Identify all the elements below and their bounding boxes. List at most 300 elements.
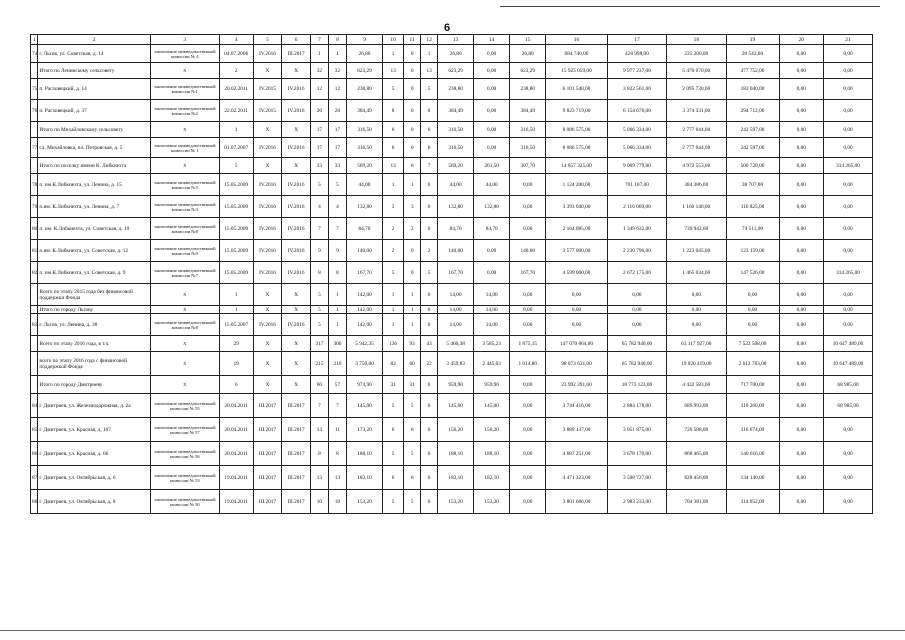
cell-area-total: 142,00	[346, 284, 382, 306]
cell-cost-region: 4 432 583,00	[667, 376, 726, 394]
cell-row-number	[31, 376, 38, 394]
cell-decision-date: 6	[219, 376, 253, 394]
cell-cost-local: 294 712,00	[726, 100, 779, 122]
cell-area-municipal: 0,00	[510, 284, 546, 306]
cell-cost-fund: 3 508 727,00	[607, 466, 666, 490]
cell-address: Итого по городу Льгову	[38, 306, 150, 314]
cell-cost-extra: 0,00	[824, 79, 873, 100]
cell-cost-total: 14 857 325,00	[546, 158, 608, 174]
column-number-7: 7	[310, 35, 328, 45]
cell-premises-municipal: 7	[421, 158, 438, 174]
cell-end-period: IV.2016	[282, 218, 311, 240]
cell-start-period: III.2017	[253, 466, 282, 490]
cell-end-period: IV.2016	[282, 174, 311, 196]
cell-area-private: 959,90	[474, 376, 510, 394]
cell-end-period: IV.2016	[282, 240, 311, 262]
cell-area-private: 14,00	[474, 284, 510, 306]
cell-area-municipal: 0,00	[510, 306, 546, 314]
cell-decision-date: 19.04.2011	[219, 466, 253, 490]
cell-premises-total: 5	[383, 79, 404, 100]
cell-cost-region: 828 456,00	[667, 466, 726, 490]
cell-end-period: X	[282, 122, 311, 138]
cell-cost-total: 8 086 575,00	[546, 122, 608, 138]
cell-basis: заключение межведомственной комиссии №5	[150, 174, 219, 196]
cell-premises-municipal: 0	[421, 418, 438, 442]
cell-decision-date: 19	[219, 352, 253, 376]
cell-area-municipal: 316,50	[510, 122, 546, 138]
cell-decision-date: 04.07.2006	[219, 45, 253, 63]
cell-area-resettled: 145,00	[438, 394, 474, 418]
cell-row-number	[31, 352, 38, 376]
cell-cost-total: 6 101 540,00	[546, 79, 608, 100]
cell-cost-local: 2 612 783,00	[726, 352, 779, 376]
table-row	[31, 158, 873, 174]
cell-cost-fund: 0,00	[607, 314, 666, 336]
cell-cost-total: 4 599 000,00	[546, 262, 608, 284]
cell-decision-date: 15.05.2009	[219, 262, 253, 284]
cell-address: сл. Михайловка, пл. Петровская, д. 5	[38, 138, 150, 158]
cell-cost-fund: 428 998,00	[607, 45, 666, 63]
cell-cost-other: 0,00	[779, 490, 824, 514]
cell-end-period: IV.2016	[282, 79, 311, 100]
cell-start-period: X	[253, 63, 282, 79]
cell-premises-total: 136	[383, 336, 404, 352]
cell-residents-total: 13	[310, 466, 328, 490]
cell-cost-local: 20 542,00	[726, 45, 779, 63]
cell-cost-fund: 9 069 779,00	[607, 158, 666, 174]
cell-basis: заключение межведомственной комиссии №1	[150, 79, 219, 100]
cell-basis: заключение межведомственной комиссии №2	[150, 100, 219, 122]
cell-area-resettled: 182,10	[438, 466, 474, 490]
cell-premises-private: 5	[404, 442, 421, 466]
cell-cost-local: 477 752,00	[726, 63, 779, 79]
cell-premises-total: 2	[383, 218, 404, 240]
cell-area-municipal: 0,00	[510, 466, 546, 490]
cell-address: г. Дмитриев, ул. Красная, д. 66	[38, 442, 150, 466]
cell-basis: заключение межведомственной комиссии №3	[150, 196, 219, 218]
cell-start-period: X	[253, 336, 282, 352]
cell-end-period: III.2017	[282, 394, 311, 418]
column-number-14: 14	[474, 35, 510, 45]
cell-cost-fund: 701 107,00	[607, 174, 666, 196]
cell-premises-private: 0	[404, 79, 421, 100]
cell-area-municipal: 1 875,15	[510, 336, 546, 352]
cell-cost-fund: 65 782 940,00	[607, 336, 666, 352]
cell-row-number: 79	[31, 196, 38, 218]
cell-cost-extra: 68 985,00	[824, 394, 873, 418]
cell-cost-local: 134 140,00	[726, 466, 779, 490]
cell-address: п. им. К.Либкнехта, ул. Советская, д. 10	[38, 218, 150, 240]
cell-cost-other: 0,00	[779, 284, 824, 306]
cell-start-period: III.2017	[253, 442, 282, 466]
table-row	[31, 490, 873, 514]
cell-address: Всего по этапу 2016 года, в т.ч.	[38, 336, 150, 352]
cell-address: г. Льгов, ул. Советская, д. 14	[38, 45, 150, 63]
cell-address: п.им. К.Либкнехта, ул. Ленина, д. 7	[38, 196, 150, 218]
cell-cost-other: 0,00	[779, 306, 824, 314]
cell-premises-municipal: 2	[421, 240, 438, 262]
cell-premises-municipal: 6	[421, 138, 438, 158]
cell-cost-fund: 3 051 875,00	[607, 418, 666, 442]
cell-cost-total: 9 823 719,00	[546, 100, 608, 122]
cell-cost-total: 0,00	[546, 306, 608, 314]
cell-residents-total: 317	[310, 336, 328, 352]
cell-residents-resettled: 10	[328, 490, 346, 514]
cell-address: п. Расховецкий, д. 37	[38, 100, 150, 122]
cell-residents-resettled: 17	[328, 122, 346, 138]
cell-premises-municipal: 0	[421, 466, 438, 490]
cell-premises-total: 8	[383, 100, 404, 122]
cell-cost-region: 868 465,00	[667, 442, 726, 466]
cell-cost-other: 0,00	[779, 100, 824, 122]
table-row	[31, 196, 873, 218]
cell-cost-other: 0,00	[779, 158, 824, 174]
cell-area-private: 0,00	[474, 240, 510, 262]
cell-area-municipal: 0,00	[510, 196, 546, 218]
cell-cost-other: 0,00	[779, 376, 824, 394]
cell-basis: заключение межведомственной комиссии № 56	[150, 442, 219, 466]
cell-cost-other: 0,00	[779, 352, 824, 376]
cell-area-total: 142,00	[346, 314, 382, 336]
cell-cost-total: 684 740,00	[546, 45, 608, 63]
cell-basis: X	[150, 122, 219, 138]
cell-premises-municipal: 0	[421, 306, 438, 314]
cell-premises-total: 3	[383, 196, 404, 218]
table-row	[31, 79, 873, 100]
cell-area-resettled: 238,80	[438, 79, 474, 100]
cell-start-period: X	[253, 158, 282, 174]
cell-address: г. Дмитриев, ул. Красная, д. 107	[38, 418, 150, 442]
cell-premises-private: 60	[404, 352, 421, 376]
cell-cost-extra: 0,00	[824, 122, 873, 138]
cell-cost-fund: 5 066 334,00	[607, 122, 666, 138]
cell-area-municipal: 623,29	[510, 63, 546, 79]
cell-start-period: IV.2016	[253, 218, 282, 240]
cell-cost-other: 0,00	[779, 79, 824, 100]
cell-end-period: X	[282, 376, 311, 394]
cell-area-resettled: 132,80	[438, 196, 474, 218]
cell-cost-other: 0,00	[779, 418, 824, 442]
cell-premises-private: 2	[404, 218, 421, 240]
cell-row-number: 86	[31, 442, 38, 466]
cell-decision-date: 1	[219, 122, 253, 138]
cell-basis: X	[150, 284, 219, 306]
cell-decision-date: 15.05.2009	[219, 240, 253, 262]
cell-cost-local: 500 728,00	[726, 158, 779, 174]
cell-residents-total: 8	[310, 262, 328, 284]
cell-address: Итого по Ленинскому сельсовету	[38, 63, 150, 79]
column-number-5: 5	[253, 35, 282, 45]
cell-basis: X	[150, 352, 219, 376]
cell-cost-fund: 5 066 334,00	[607, 138, 666, 158]
cell-cost-local: 147 526,00	[726, 262, 779, 284]
cell-cost-region: 384 386,00	[667, 174, 726, 196]
table-row	[31, 466, 873, 490]
cell-start-period: IV.2016	[253, 262, 282, 284]
column-number-2: 2	[38, 35, 150, 45]
table-row	[31, 442, 873, 466]
cell-row-number	[31, 122, 38, 138]
cell-premises-total: 1	[383, 284, 404, 306]
cell-area-private: 0,00	[474, 122, 510, 138]
cell-cost-region: 1 223 045,00	[667, 240, 726, 262]
column-number-1: 1	[31, 35, 38, 45]
cell-row-number: 77	[31, 138, 38, 158]
cell-cost-local: 74 511,00	[726, 218, 779, 240]
column-number-21: 21	[824, 35, 873, 45]
column-number-15: 15	[510, 35, 546, 45]
cell-cost-region: 4 972 553,00	[667, 158, 726, 174]
cell-end-period: X	[282, 306, 311, 314]
cell-area-total: 384,49	[346, 100, 382, 122]
table-row	[31, 100, 873, 122]
cell-premises-total: 6	[383, 466, 404, 490]
cell-premises-private: 6	[404, 158, 421, 174]
register-table-body	[31, 35, 873, 514]
cell-end-period: X	[282, 336, 311, 352]
cell-area-private: 156,20	[474, 418, 510, 442]
cell-area-private: 0,00	[474, 138, 510, 158]
cell-premises-total: 31	[383, 376, 404, 394]
cell-residents-resettled: 5	[328, 174, 346, 196]
cell-decision-date: 1	[219, 306, 253, 314]
cell-premises-private: 3	[404, 196, 421, 218]
cell-residents-resettled: 20	[328, 100, 346, 122]
cell-row-number: 75	[31, 79, 38, 100]
cell-row-number: 83	[31, 314, 38, 336]
cell-start-period: IV.2016	[253, 240, 282, 262]
cell-premises-municipal: 0	[421, 394, 438, 418]
cell-residents-total: 17	[310, 122, 328, 138]
cell-cost-extra: 0,00	[824, 314, 873, 336]
cell-cost-local: 717 700,00	[726, 376, 779, 394]
cell-area-municipal: 0,00	[510, 376, 546, 394]
cell-basis: заключение межведомственной комиссии № 50	[150, 490, 219, 514]
cell-cost-extra: 0,00	[824, 240, 873, 262]
cell-cost-other: 0,00	[779, 122, 824, 138]
cell-residents-resettled: 1	[328, 306, 346, 314]
cell-premises-private: 1	[404, 174, 421, 196]
column-number-11: 11	[404, 35, 421, 45]
cell-address: Итого по Михайловскому сельсовету	[38, 122, 150, 138]
cell-decision-date: 20.04.2011	[219, 394, 253, 418]
cell-area-resettled: 316,50	[438, 138, 474, 158]
cell-area-total: 44,00	[346, 174, 382, 196]
cell-row-number	[31, 158, 38, 174]
cell-address: п.им. К.Либкнехта, ул. Советская, д. 12	[38, 240, 150, 262]
cell-premises-total: 6	[383, 122, 404, 138]
cell-row-number: 74	[31, 45, 38, 63]
cell-cost-other: 0,00	[779, 63, 824, 79]
cell-area-resettled: 384,49	[438, 100, 474, 122]
cell-cost-fund: 2 230 796,00	[607, 240, 666, 262]
cell-decision-date: 20.04.2011	[219, 418, 253, 442]
cell-cost-extra: 0,00	[824, 63, 873, 79]
table-row	[31, 262, 873, 284]
cell-cost-total: 4 471 323,00	[546, 466, 608, 490]
cell-residents-total: 60	[310, 376, 328, 394]
column-number-4: 4	[219, 35, 253, 45]
cell-area-total: 623,29	[346, 63, 382, 79]
cell-area-resettled: 188,10	[438, 442, 474, 466]
cell-end-period: X	[282, 284, 311, 306]
cell-premises-municipal: 0	[421, 314, 438, 336]
cell-cost-extra: 0,00	[824, 100, 873, 122]
cell-area-private: 14,00	[474, 306, 510, 314]
cell-decision-date: 15.05.2009	[219, 174, 253, 196]
cell-start-period: IV.2016	[253, 314, 282, 336]
cell-area-private: 0,00	[474, 262, 510, 284]
cell-cost-local: 7 522 508,00	[726, 336, 779, 352]
cell-area-resettled: 140,00	[438, 240, 474, 262]
cell-cost-region: 2 777 644,00	[667, 122, 726, 138]
cell-area-private: 3 585,23	[474, 336, 510, 352]
cell-decision-date: 20.04.2011	[219, 442, 253, 466]
cell-cost-extra: 314 265,00	[824, 158, 873, 174]
cell-premises-municipal: 0	[421, 490, 438, 514]
cell-area-private: 14,00	[474, 314, 510, 336]
cell-cost-local: 0,00	[726, 284, 779, 306]
cell-premises-private: 1	[404, 314, 421, 336]
table-row	[31, 174, 873, 196]
cell-residents-resettled: 1	[328, 45, 346, 63]
cell-premises-total: 2	[383, 240, 404, 262]
cell-residents-resettled: 9	[328, 240, 346, 262]
cell-premises-private: 5	[404, 394, 421, 418]
cell-start-period: IV.2015	[253, 79, 282, 100]
cell-area-municipal: 0,00	[510, 394, 546, 418]
cell-end-period: IV.2016	[282, 138, 311, 158]
cell-premises-total: 82	[383, 352, 404, 376]
cell-cost-extra: 0,00	[824, 418, 873, 442]
cell-row-number	[31, 63, 38, 79]
cell-cost-fund: 18 773 123,00	[607, 376, 666, 394]
cell-area-resettled: 84,70	[438, 218, 474, 240]
cell-premises-municipal: 43	[421, 336, 438, 352]
cell-premises-total: 5	[383, 442, 404, 466]
cell-area-municipal: 167,70	[510, 262, 546, 284]
cell-start-period: X	[253, 122, 282, 138]
cell-residents-total: 10	[310, 490, 328, 514]
cell-area-total: 238,80	[346, 79, 382, 100]
cell-premises-total: 13	[383, 158, 404, 174]
cell-end-period: IV.2016	[282, 314, 311, 336]
cell-premises-municipal: 0	[421, 196, 438, 218]
cell-residents-resettled: 8	[328, 442, 346, 466]
cell-area-resettled: 316,50	[438, 122, 474, 138]
cell-row-number	[31, 336, 38, 352]
cell-area-private: 44,00	[474, 174, 510, 196]
cell-area-resettled: 569,20	[438, 158, 474, 174]
cell-premises-private: 6	[404, 418, 421, 442]
cell-residents-resettled: 7	[328, 394, 346, 418]
cell-address: г. Дмитриев, ул. Октябрьская, д. 8	[38, 490, 150, 514]
cell-area-total: 188,10	[346, 442, 382, 466]
cell-end-period: X	[282, 63, 311, 79]
cell-premises-municipal: 22	[421, 352, 438, 376]
cell-start-period: X	[253, 376, 282, 394]
cell-cost-region: 1 160 146,00	[667, 196, 726, 218]
cell-cost-total: 0,00	[546, 314, 608, 336]
cell-cost-total: 3 393 040,00	[546, 196, 608, 218]
cell-cost-total: 98 073 631,00	[546, 352, 608, 376]
cell-cost-fund: 9 977 237,00	[607, 63, 666, 79]
cell-cost-region: 720 588,00	[667, 418, 726, 442]
cell-area-resettled: 153,20	[438, 490, 474, 514]
cell-cost-region: 739 942,00	[667, 218, 726, 240]
cell-start-period: IV.2016	[253, 196, 282, 218]
cell-end-period: IV.2016	[282, 100, 311, 122]
table-row	[31, 63, 873, 79]
cell-residents-total: 5	[310, 306, 328, 314]
cell-row-number: 80	[31, 218, 38, 240]
cell-basis: заключение межведомственной комиссии № 55	[150, 394, 219, 418]
cell-residents-resettled: 32	[328, 63, 346, 79]
cell-area-resettled: 959,90	[438, 376, 474, 394]
cell-cost-other: 0,00	[779, 240, 824, 262]
cell-residents-resettled: 8	[328, 262, 346, 284]
cell-cost-local: 183 040,00	[726, 79, 779, 100]
cell-area-private: 0,00	[474, 63, 510, 79]
cell-row-number: 87	[31, 466, 38, 490]
cell-premises-private: 1	[404, 306, 421, 314]
cell-residents-resettled: 33	[328, 158, 346, 174]
cell-residents-total: 7	[310, 218, 328, 240]
cell-cost-other: 0,00	[779, 336, 824, 352]
cell-end-period: III.2017	[282, 418, 311, 442]
cell-start-period: X	[253, 352, 282, 376]
cell-cost-local: 140 616,00	[726, 442, 779, 466]
cell-start-period: III.2017	[253, 490, 282, 514]
cell-address: г. Дмитриев, ул. Октябрьская, д. 6	[38, 466, 150, 490]
table-row	[31, 306, 873, 314]
cell-residents-resettled: 300	[328, 336, 346, 352]
cell-basis: заключение межведомственной комиссии № 1	[150, 138, 219, 158]
cell-area-resettled: 623,29	[438, 63, 474, 79]
cell-cost-local: 116 674,00	[726, 418, 779, 442]
page-number: 6	[444, 22, 451, 34]
cell-residents-resettled: 7	[328, 218, 346, 240]
cell-cost-fund: 3 678 170,00	[607, 442, 666, 466]
cell-basis: заключение межведомственной комиссии № 53	[150, 466, 219, 490]
cell-end-period: X	[282, 158, 311, 174]
cell-residents-total: 215	[310, 352, 328, 376]
cell-area-private: 145,00	[474, 394, 510, 418]
cell-cost-extra: 0,00	[824, 138, 873, 158]
cell-area-municipal: 316,50	[510, 138, 546, 158]
cell-cost-total: 4 687 251,00	[546, 442, 608, 466]
cell-premises-municipal: 0	[421, 284, 438, 306]
cell-premises-total: 5	[383, 490, 404, 514]
cell-residents-resettled: 17	[328, 138, 346, 158]
table-row	[31, 45, 873, 63]
cell-cost-other: 0,00	[779, 218, 824, 240]
cell-cost-extra: 314 265,00	[824, 262, 873, 284]
cell-cost-fund: 1 349 632,00	[607, 218, 666, 240]
cell-cost-total: 15 925 059,00	[546, 63, 608, 79]
cell-basis: заключение межведомственной комиссии № 4	[150, 45, 219, 63]
cell-end-period: III.2017	[282, 442, 311, 466]
cell-residents-total: 5	[310, 314, 328, 336]
cell-area-private: 84,70	[474, 218, 510, 240]
cell-start-period: IV.2016	[253, 138, 282, 158]
column-number-8: 8	[328, 35, 346, 45]
cell-row-number: 78	[31, 174, 38, 196]
cell-cost-region: 2 095 730,00	[667, 79, 726, 100]
cell-residents-total: 33	[310, 158, 328, 174]
cell-residents-resettled: 12	[328, 79, 346, 100]
cell-area-municipal: 238,80	[510, 79, 546, 100]
